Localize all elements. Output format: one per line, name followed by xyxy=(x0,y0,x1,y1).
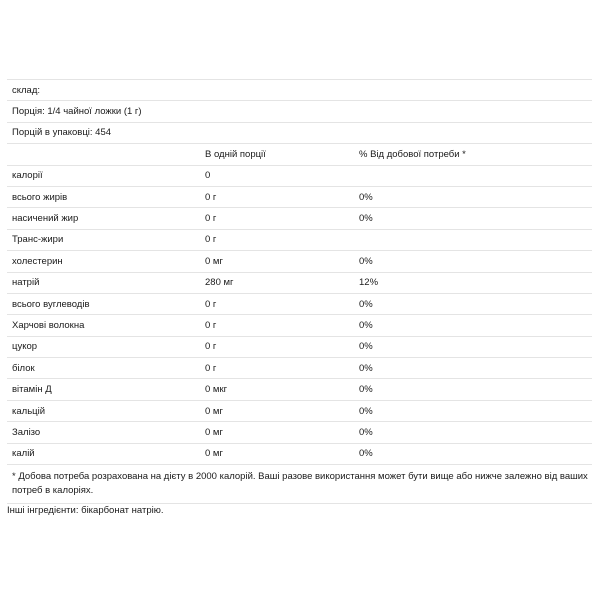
nutrient-name: насичений жир xyxy=(7,208,200,229)
nutrition-facts-table xyxy=(7,79,592,504)
nutrient-amount: 0 г xyxy=(200,229,354,250)
nutrient-daily-value: 0% xyxy=(354,422,592,443)
nutrient-name: всього жирів xyxy=(7,186,200,207)
nutrient-name: натрій xyxy=(7,272,200,293)
nutrient-amount: 0 мг xyxy=(200,251,354,272)
nutrient-row xyxy=(7,272,592,293)
column-header-per-serving: В одній порції xyxy=(200,144,354,165)
nutrient-name: калій xyxy=(7,443,200,464)
nutrient-daily-value: 0% xyxy=(354,251,592,272)
servings-per-container-row xyxy=(7,122,592,143)
daily-value-footnote: * Добова потреба розрахована на дієту в 2000 калорій. Ваші разове використання может бути вище або нижче залежно від ваших потреб в калоріях. xyxy=(7,465,592,504)
nutrient-daily-value xyxy=(354,165,592,186)
serving-size-row xyxy=(7,101,592,122)
nutrient-daily-value: 0% xyxy=(354,379,592,400)
nutrient-name: Транс-жири xyxy=(7,229,200,250)
nutrient-amount: 0 мг xyxy=(200,422,354,443)
nutrient-amount: 280 мг xyxy=(200,272,354,293)
nutrient-row xyxy=(7,315,592,336)
nutrient-row xyxy=(7,336,592,357)
nutrient-amount: 0 г xyxy=(200,315,354,336)
nutrient-amount: 0 г xyxy=(200,293,354,314)
serving-size: Порція: 1/4 чайної ложки (1 г) xyxy=(7,101,592,122)
other-ingredients: Інші інгредієнти: бікарбонат натрію. xyxy=(7,505,164,516)
nutrient-name: білок xyxy=(7,358,200,379)
nutrient-name: Залізо xyxy=(7,422,200,443)
nutrient-name: Харчові волокна xyxy=(7,315,200,336)
nutrient-name: вітамін Д xyxy=(7,379,200,400)
nutrient-amount: 0 xyxy=(200,165,354,186)
nutrient-row xyxy=(7,229,592,250)
nutrient-daily-value: 0% xyxy=(354,358,592,379)
nutrient-row xyxy=(7,293,592,314)
nutrient-daily-value: 0% xyxy=(354,293,592,314)
nutrient-row xyxy=(7,165,592,186)
column-header-empty xyxy=(7,144,200,165)
footnote-row xyxy=(7,465,592,504)
nutrient-daily-value: 0% xyxy=(354,400,592,421)
nutrient-daily-value: 0% xyxy=(354,208,592,229)
nutrient-row xyxy=(7,251,592,272)
nutrient-name: цукор xyxy=(7,336,200,357)
nutrient-row xyxy=(7,443,592,464)
nutrient-row xyxy=(7,358,592,379)
nutrient-name: кальцій xyxy=(7,400,200,421)
nutrient-row xyxy=(7,379,592,400)
column-header-daily-value: % Від добової потреби * xyxy=(354,144,592,165)
column-header-row xyxy=(7,144,592,165)
servings-per-container: Порцій в упаковці: 454 xyxy=(7,122,592,143)
nutrient-daily-value: 0% xyxy=(354,315,592,336)
nutrient-daily-value: 0% xyxy=(354,336,592,357)
nutrient-daily-value xyxy=(354,229,592,250)
nutrient-daily-value: 12% xyxy=(354,272,592,293)
nutrient-daily-value: 0% xyxy=(354,186,592,207)
nutrient-amount: 0 мг xyxy=(200,443,354,464)
nutrient-name: всього вуглеводів xyxy=(7,293,200,314)
nutrient-row xyxy=(7,400,592,421)
nutrient-row xyxy=(7,422,592,443)
nutrient-amount: 0 г xyxy=(200,208,354,229)
nutrient-amount: 0 г xyxy=(200,358,354,379)
nutrient-amount: 0 г xyxy=(200,186,354,207)
nutrient-amount: 0 мкг xyxy=(200,379,354,400)
nutrient-row xyxy=(7,208,592,229)
nutrient-name: холестерин xyxy=(7,251,200,272)
nutrient-daily-value: 0% xyxy=(354,443,592,464)
composition-row xyxy=(7,80,592,101)
nutrient-row xyxy=(7,186,592,207)
nutrient-amount: 0 г xyxy=(200,336,354,357)
nutrient-name: калорії xyxy=(7,165,200,186)
composition-label: склад: xyxy=(7,80,592,101)
nutrient-amount: 0 мг xyxy=(200,400,354,421)
